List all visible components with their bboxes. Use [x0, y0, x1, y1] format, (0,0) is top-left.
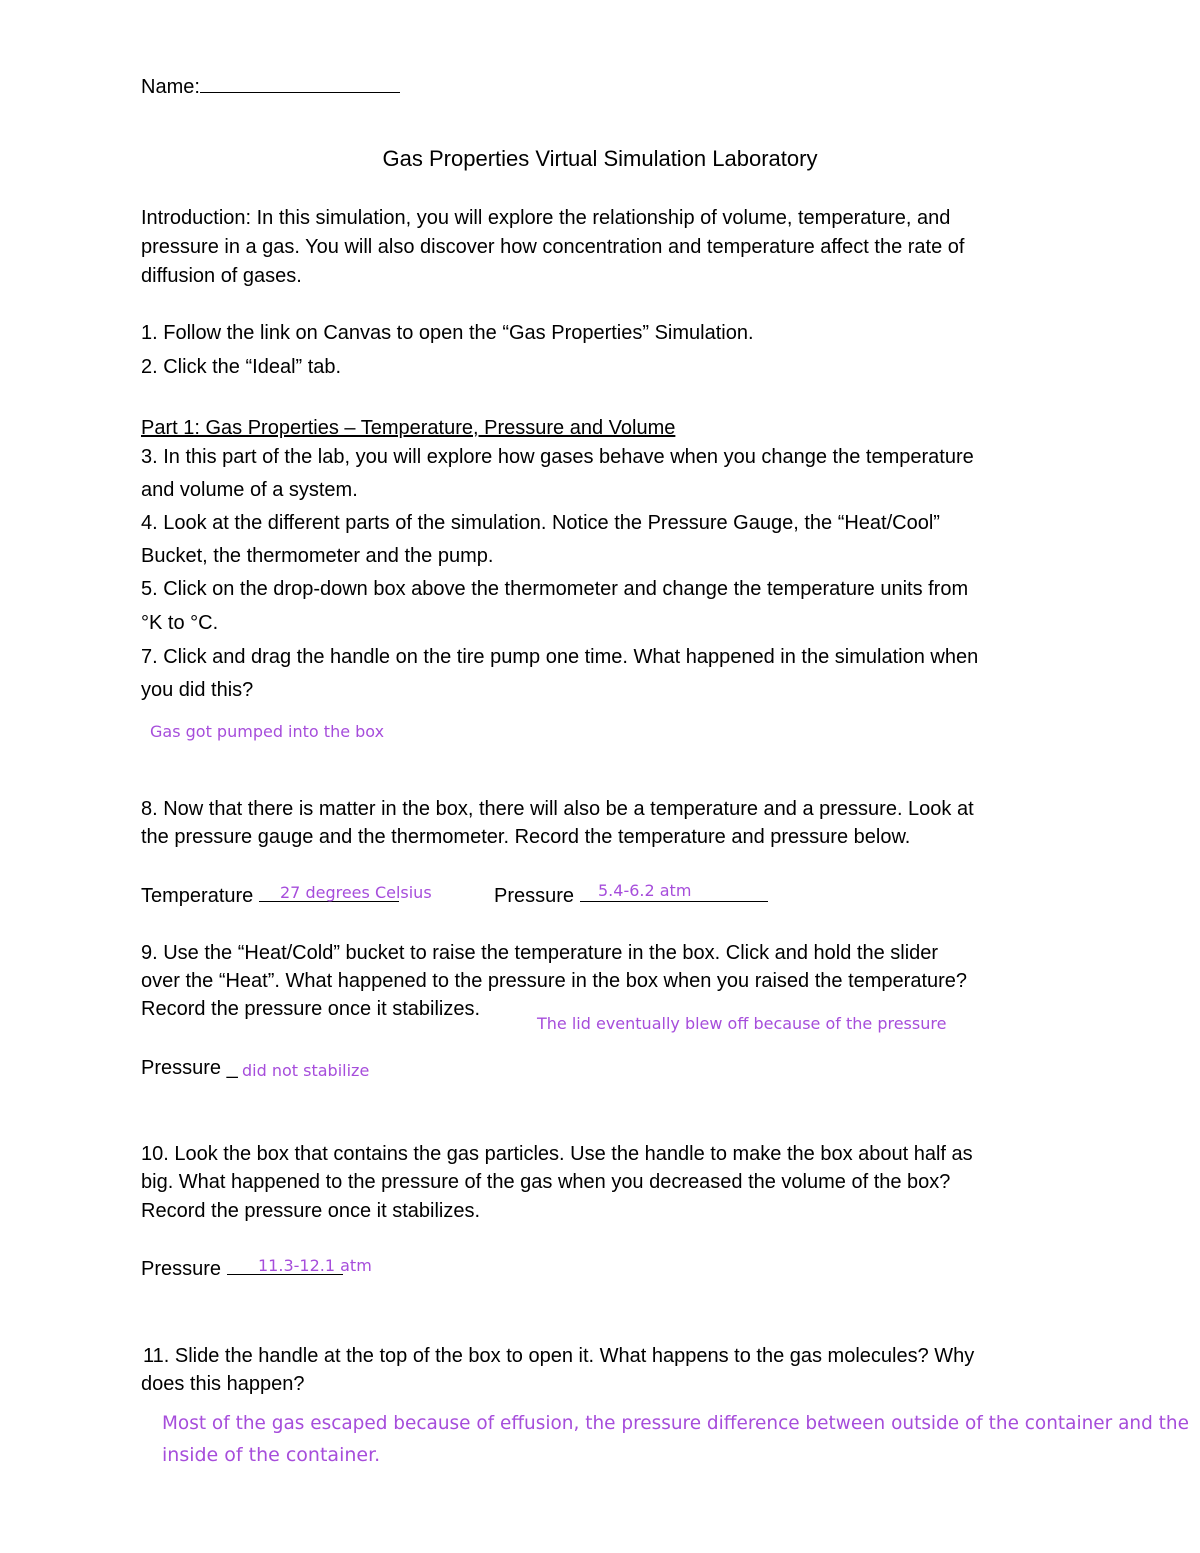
answer-9: The lid eventually blew off because of the pressure: [537, 1014, 947, 1033]
question-4-cont: Bucket, the thermometer and the pump.: [141, 545, 494, 567]
answer-7: Gas got pumped into the box: [150, 722, 385, 741]
question-5-cont: °K to °C.: [141, 612, 219, 634]
answer-11-cont: inside of the container.: [162, 1444, 381, 1466]
intro-line: pressure in a gas. You will also discover how concentration and temperature affect the rate of: [141, 236, 965, 258]
name-blank: [200, 72, 400, 93]
pressure-answer-9: did not stabilize: [242, 1061, 370, 1080]
question-7: 7. Click and drag the handle on the tire pump one time. What happened in the simulation when: [141, 646, 979, 668]
question-10: 10. Look the box that contains the gas particles. Use the handle to make the box about half as: [141, 1143, 973, 1165]
pressure-label-9: Pressure _: [141, 1057, 238, 1079]
answer-11: Most of the gas escaped because of effusion, the pressure difference between outside of the container and the: [162, 1413, 1189, 1434]
name-field: [141, 72, 400, 101]
question-3: 3. In this part of the lab, you will explore how gases behave when you change the temperature: [141, 446, 974, 468]
question-5: 5. Click on the drop-down box above the thermometer and change the temperature units from: [141, 578, 969, 600]
intro-line: Introduction: In this simulation, you will explore the relationship of volume, temperature, and: [141, 207, 951, 229]
question-4: 4. Look at the different parts of the simulation. Notice the Pressure Gauge, the “Heat/Cool”: [141, 512, 940, 534]
question-10-cont: big. What happened to the pressure of the gas when you decreased the volume of the box?: [141, 1171, 951, 1193]
question-9-cont: Record the pressure once it stabilizes.: [141, 998, 481, 1020]
part1-heading: Part 1: Gas Properties – Temperature, Pressure and Volume: [141, 417, 676, 439]
question-8-cont: the pressure gauge and the thermometer. Record the temperature and pressure below.: [141, 826, 911, 848]
intro-line: diffusion of gases.: [141, 265, 302, 287]
pressure-label: Pressure: [494, 885, 575, 907]
question-11-cont: does this happen?: [141, 1373, 305, 1395]
pressure-answer-8: 5.4-6.2 atm: [598, 881, 692, 900]
pressure-answer-10: 11.3-12.1 atm: [258, 1256, 372, 1275]
question-9-cont: over the “Heat”. What happened to the pressure in the box when you raised the temperature?: [141, 970, 968, 992]
question-3-cont: and volume of a system.: [141, 479, 358, 501]
temperature-answer: 27 degrees Celsius: [280, 883, 432, 902]
name-label: Name:: [141, 76, 200, 98]
step-2: 2. Click the “Ideal” tab.: [141, 356, 342, 378]
step-1: 1. Follow the link on Canvas to open the “Gas Properties” Simulation.: [141, 322, 754, 344]
question-11: 11. Slide the handle at the top of the box to open it. What happens to the gas molecules? Why: [143, 1345, 975, 1367]
question-9: 9. Use the “Heat/Cold” bucket to raise the temperature in the box. Click and hold the slider: [141, 942, 939, 964]
question-10-cont: Record the pressure once it stabilizes.: [141, 1200, 481, 1222]
pressure-field-9: [141, 1054, 238, 1082]
question-7-cont: you did this?: [141, 679, 254, 701]
pressure-label-10: Pressure: [141, 1258, 222, 1280]
page-title: Gas Properties Virtual Simulation Laboratory: [382, 146, 818, 171]
temperature-label: Temperature: [141, 885, 254, 907]
question-8: 8. Now that there is matter in the box, there will also be a temperature and a pressure. Look at: [141, 798, 974, 820]
